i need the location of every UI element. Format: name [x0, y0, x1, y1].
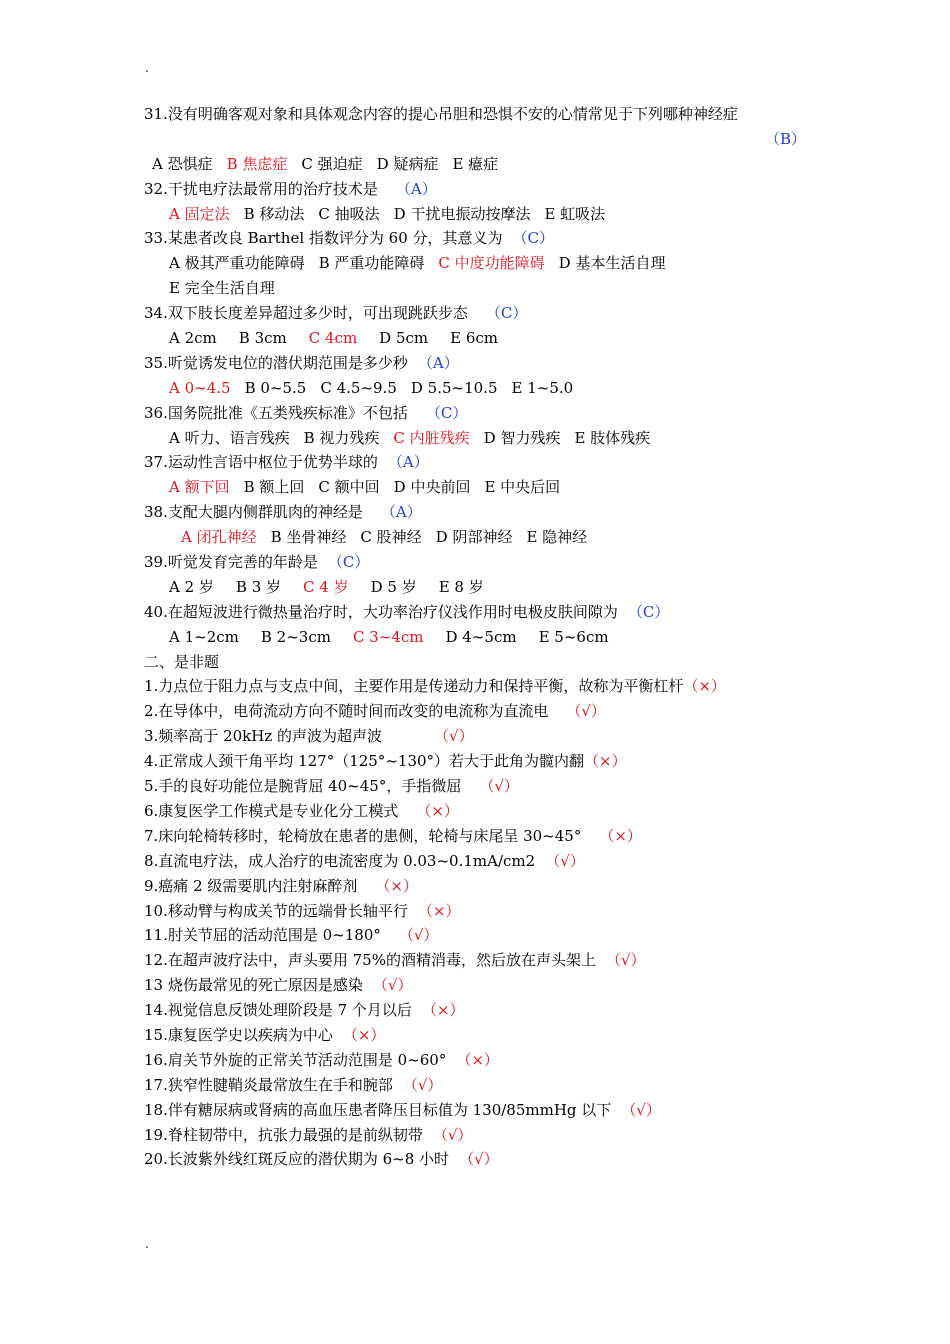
- option: B 视力残疾: [303, 428, 380, 447]
- question-35-options: [144, 376, 812, 401]
- section-title: 二、是非题: [144, 652, 220, 671]
- option: B 坐骨神经: [270, 528, 347, 547]
- tf-mark: （√）: [372, 976, 413, 995]
- tf-item-5: 5.手的良好功能位是腕背屈 40~45°，手指微屈 （√）: [144, 777, 519, 796]
- question-33-options: [144, 251, 812, 276]
- question-35-stem: 35.听觉诱发电位的潜伏期范围是多少秒 （A）: [144, 353, 459, 372]
- option: B 严重功能障碍: [318, 254, 425, 273]
- question-34-stem: 34.双下肢长度差异超过多少时，可出现跳跃步态 （C）: [144, 304, 528, 323]
- question-39-options: [144, 575, 812, 600]
- option: E 1~5.0: [511, 378, 574, 397]
- question-36-stem: 36.国务院批准《五类残疾标准》不包括 （C）: [144, 403, 468, 422]
- tf-mark: （×）: [421, 1001, 465, 1020]
- option: A 听力、语言残疾: [169, 428, 290, 447]
- tf-mark: （√）: [434, 727, 474, 746]
- tf-item-12: 12.在超声波疗法中，声头要用 75%的酒精消毒，然后放在声头架上 （√）: [144, 951, 646, 970]
- tf-item-1: 1.力点位于阻力点与支点中间，主要作用是传递动力和保持平衡，故称为平衡杠杆（×）: [144, 677, 726, 696]
- tf-mark: （√）: [459, 1150, 499, 1169]
- tf-mark: （×）: [342, 1025, 386, 1044]
- option-correct: A 闭孔神经: [181, 528, 257, 547]
- question-39-stem: 39.听觉发育完善的年龄是 （C）: [144, 553, 370, 572]
- option: C 强迫症: [301, 154, 363, 173]
- option: A 2cm: [169, 329, 217, 348]
- tf-item-8: 8.直流电疗法，成人治疗的电流密度为 0.03~0.1mA/cm2 （√）: [144, 851, 585, 870]
- option: A 2 岁: [169, 577, 214, 596]
- tf-item-20: 20.长波紫外线红斑反应的潜伏期为 6~8 小时 （√）: [144, 1150, 499, 1169]
- option: D 干扰电振动按摩法: [393, 204, 531, 223]
- tf-mark: （√）: [545, 851, 585, 870]
- option: D 5cm: [379, 329, 429, 348]
- option-correct: C 3~4cm: [352, 627, 424, 646]
- answer: （A）: [380, 503, 422, 522]
- tf-item-15: 15.康复医学史以疾病为中心 （×）: [144, 1025, 386, 1044]
- option: B 额上回: [243, 478, 305, 497]
- question-31-stem: 31.没有明确客观对象和具体观念内容的提心吊胆和恐惧不安的心情常见于下列哪种神经症: [144, 105, 738, 123]
- option: C 4.5~9.5: [320, 378, 397, 397]
- tf-item-10: 10.移动臂与构成关节的远端骨长轴平行 （×）: [144, 901, 461, 920]
- question-33-stem: 33.某患者改良 Barthel 指数评分为 60 分，其意义为 （C）: [144, 229, 554, 248]
- option: E 5~6cm: [538, 627, 609, 646]
- tf-item-3: 3.频率高于 20kHz 的声波为超声波 （√）: [144, 727, 474, 746]
- tf-item-11: 11.肘关节屈的活动范围是 0~180° （√）: [144, 926, 439, 945]
- answer: （C）: [627, 602, 670, 621]
- question-31-options: [144, 152, 812, 177]
- option-correct: C 中度功能障碍: [438, 254, 545, 273]
- question-38-stem: 38.支配大腿内侧群肌肉的神经是 （A）: [144, 503, 422, 522]
- option: E 虹吸法: [544, 204, 606, 223]
- question-32-options: [144, 202, 812, 227]
- option: C 抽吸法: [318, 204, 380, 223]
- option: D 疑病症: [376, 154, 439, 173]
- option: B 0~5.5: [244, 378, 307, 397]
- tf-mark: （√）: [479, 777, 519, 796]
- option-correct: A 固定法: [169, 204, 230, 223]
- answer: （C）: [425, 403, 468, 422]
- answer: （C）: [485, 304, 528, 323]
- option: E 隐神经: [526, 528, 588, 547]
- tf-mark: （√）: [398, 926, 439, 945]
- tf-mark: （√）: [605, 951, 646, 970]
- option: C 股神经: [360, 528, 422, 547]
- option-correct: A 额下回: [169, 478, 230, 497]
- option: E 癔症: [452, 154, 499, 173]
- question-38-options: [144, 525, 812, 550]
- option: D 基本生活自理: [558, 254, 666, 273]
- question-40-stem: 40.在超短波进行微热量治疗时，大功率治疗仪浅作用时电极皮肤间隙为 （C）: [144, 602, 670, 621]
- option: B 移动法: [243, 204, 305, 223]
- option: A 1~2cm: [169, 627, 239, 646]
- option: A 极其严重功能障碍: [169, 254, 305, 273]
- tf-item-7: 7.床向轮椅转移时，轮椅放在患者的患侧，轮椅与床尾呈 30~45° （×）: [144, 826, 642, 845]
- option: A 恐惧症: [152, 154, 213, 173]
- option-correct: C 内脏残疾: [393, 428, 470, 447]
- question-list: [144, 102, 812, 1172]
- option: D 智力残疾: [483, 428, 561, 447]
- tf-item-2: 2.在导体中，电荷流动方向不随时间而改变的电流称为直流电 （√）: [144, 702, 606, 721]
- option: D 5.5~10.5: [410, 378, 498, 397]
- tf-mark: （√）: [621, 1100, 661, 1119]
- answer: （A）: [395, 179, 437, 198]
- option-correct: C 4 岁: [303, 577, 349, 596]
- option: E 8 岁: [438, 577, 484, 596]
- question-37-options: [144, 475, 812, 500]
- answer: （A）: [387, 453, 429, 472]
- option: B 3 岁: [235, 577, 282, 596]
- question-40-options: [144, 625, 812, 650]
- answer: （C）: [327, 553, 370, 572]
- question-32-stem: 32.干扰电疗法最常用的治疗技术是 （A）: [144, 179, 437, 198]
- option: D 阴部神经: [435, 528, 513, 547]
- option: E 6cm: [450, 329, 499, 348]
- true-false-list: [144, 674, 812, 1172]
- page-dot-top: .: [145, 61, 149, 75]
- tf-mark: （×）: [584, 752, 627, 771]
- tf-item-19: 19.脊柱韧带中，抗张力最强的是前纵韧带 （√）: [144, 1125, 473, 1144]
- tf-item-18: 18.伴有糖尿病或肾病的高血压患者降压目标值为 130/85mmHg 以下 （√）: [144, 1100, 661, 1119]
- question-31-answer: （B）: [764, 129, 806, 148]
- tf-item-16: 16.肩关节外旋的正常关节活动范围是 0~60° （×）: [144, 1050, 499, 1069]
- option-correct: A 0~4.5: [169, 378, 231, 397]
- option: D 4~5cm: [445, 627, 517, 646]
- tf-item-9: 9.癌痛 2 级需要肌内注射麻醉剂 （×）: [144, 876, 418, 895]
- tf-mark: （×）: [417, 901, 461, 920]
- option: B 3cm: [238, 329, 287, 348]
- option: D 5 岁: [370, 577, 417, 596]
- question-33-option-e: E 完全生活自理: [169, 279, 275, 298]
- question-34-options: [144, 326, 812, 351]
- option-correct: B 焦虑症: [226, 154, 288, 173]
- question-36-options: [144, 426, 812, 451]
- tf-mark: （√）: [402, 1075, 443, 1094]
- answer: （A）: [417, 353, 459, 372]
- tf-mark: （×）: [375, 876, 418, 895]
- option-correct: C 4cm: [308, 329, 358, 348]
- answer: （C）: [512, 229, 554, 248]
- tf-mark: （√）: [566, 702, 606, 721]
- tf-item-17: 17.狭窄性腱鞘炎最常放生在手和腕部 （√）: [144, 1075, 443, 1094]
- option: D 中央前回: [393, 478, 471, 497]
- page-dot-bottom: .: [145, 1237, 149, 1251]
- tf-item-14: 14.视觉信息反馈处理阶段是 7 个月以后 （×）: [144, 1001, 465, 1020]
- option: C 额中回: [318, 478, 380, 497]
- tf-mark: （×）: [416, 801, 459, 820]
- tf-mark: （×）: [683, 677, 726, 696]
- tf-mark: （×）: [599, 826, 642, 845]
- tf-mark: （×）: [456, 1050, 499, 1069]
- question-37-stem: 37.运动性言语中枢位于优势半球的 （A）: [144, 453, 429, 472]
- tf-item-4: 4.正常成人颈干角平均 127°（125°~130°）若大于此角为髋内翻（×）: [144, 752, 627, 771]
- option: E 肢体残疾: [574, 428, 651, 447]
- tf-item-13: 13 烧伤最常见的死亡原因是感染 （√）: [144, 976, 413, 995]
- tf-item-6: 6.康复医学工作模式是专业化分工模式 （×）: [144, 801, 459, 820]
- tf-mark: （√）: [432, 1125, 473, 1144]
- option: B 2~3cm: [260, 627, 331, 646]
- option: E 中央后回: [484, 478, 561, 497]
